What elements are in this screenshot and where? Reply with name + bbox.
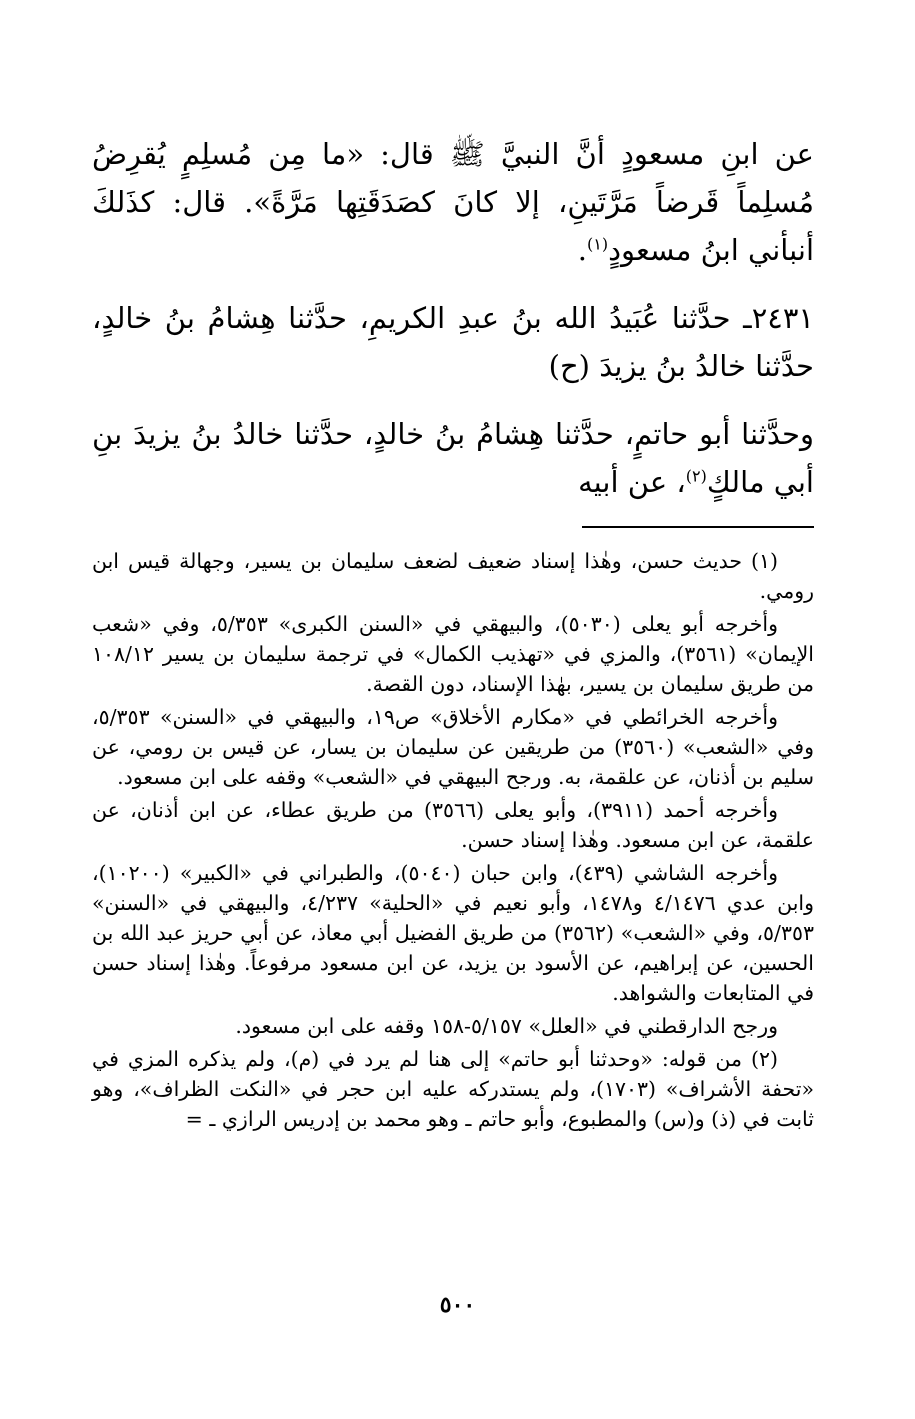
hadith-text-body: عن ابنِ مسعودٍ أنَّ النبيَّ ﷺ قال: «ما مِن مُسلِمٍ يُقرِضُ مُسلِماً قَرضاً مَرَّتَينِ، إلا كانَ كصَدَقَتِها مَرَّةً». قال: كذَلكَ أنبأني ابنُ مسعودٍ xyxy=(92,137,814,267)
isnad-2431: ٢٤٣١ـ حدَّثنا عُبَيدُ الله بنُ عبدِ الكريمِ، حدَّثنا هِشامُ بنُ خالدٍ، حدَّثنا خالدُ بنُ يزيدَ (ح) xyxy=(92,301,814,383)
footnote-1-para: وأخرجه أحمد (٣٩١١)، وأبو يعلى (٣٥٦٦) من طريق عطاء، عن ابن أذنان، عن علقمة، عن ابن مسعود. وهٰذا إسناد حسن. xyxy=(92,798,814,852)
hadith-text xyxy=(92,130,814,274)
isnad-continuation-end: ، عن أبيه xyxy=(578,465,686,499)
hadith-text-end: . xyxy=(577,233,588,267)
footnotes xyxy=(92,546,814,1134)
footnote-1-para: ورجح الدارقطني في «العلل» ٥/١٥٧-١٥٨ وقفه على ابن مسعود. xyxy=(235,1014,778,1038)
footnote-1-para: وأخرجه الشاشي (٤٣٩)، وابن حبان (٥٠٤٠)، والطبراني في «الكبير» (١٠٢٠٠)، وابن عدي ٤/١٤٧٦ و١٤٧٨، وأبو نعيم في «الحلية» ٤/٢٣٧، والبيهقي في «السنن» ٥/٣٥٣، وفي «الشعب» (٣٥٦٢) من طريق الفضيل أبي معاذ، عن أبي حريز عبد الله بن الحسين، عن إبراهيم، عن الأسود بن يزيد، عن ابن مسعود مرفوعاً. وهٰذا إسناد حسن في المتابعات والشواهد. xyxy=(92,861,814,1005)
footnote-1-intro: (١) حديث حسن، وهٰذا إسناد ضعيف لضعف سليمان بن يسير، وجهالة قيس ابن رومي. xyxy=(92,549,814,603)
page-body xyxy=(92,130,814,1137)
footnote-1-para: وأخرجه الخرائطي في «مكارم الأخلاق» ص١٩، والبيهقي في «السنن» ٥/٣٥٣، وفي «الشعب» (٣٥٦٠) من طريقين عن سليمان بن يسار، عن قيس بن رومي، عن سليم بن أذنان، عن علقمة، به. ورجح البيهقي في «الشعب» وقفه على ابن مسعود. xyxy=(92,705,814,789)
footnote-ref-1: (١) xyxy=(587,234,609,254)
isnad-continuation-body: وحدَّثنا أبو حاتمٍ، حدَّثنا هِشامُ بنُ خالدٍ، حدَّثنا خالدُ بنُ يزيدَ بنِ أبي مالكٍ xyxy=(92,417,814,499)
footnote-separator xyxy=(582,526,814,528)
isnad-continuation xyxy=(92,410,814,506)
footnote-1-para: وأخرجه أبو يعلى (٥٠٣٠)، والبيهقي في «السنن الكبرى» ٥/٣٥٣، وفي «شعب الإيمان» (٣٥٦١)، والمزي في «تهذيب الكمال» في ترجمة سليمان بن يسير ١٠٨/١٢ من طريق سليمان بن يسير، بهٰذا الإسناد، دون القصة. xyxy=(92,612,814,696)
footnote-2: (٢) من قوله: «وحدثنا أبو حاتم» إلى هنا لم يرد في (م)، ولم يذكره المزي في «تحفة الأشراف» (١٧٠٣)، ولم يستدركه عليه ابن حجر في «النكت الظراف»، وهو ثابت في (ذ) و(س) والمطبوع، وأبو حاتم ـ وهو محمد بن إدريس الرازي ـ = xyxy=(92,1047,814,1131)
footnote-ref-2: (٢) xyxy=(685,466,707,486)
page-number: ٥٠٠ xyxy=(439,1292,476,1318)
